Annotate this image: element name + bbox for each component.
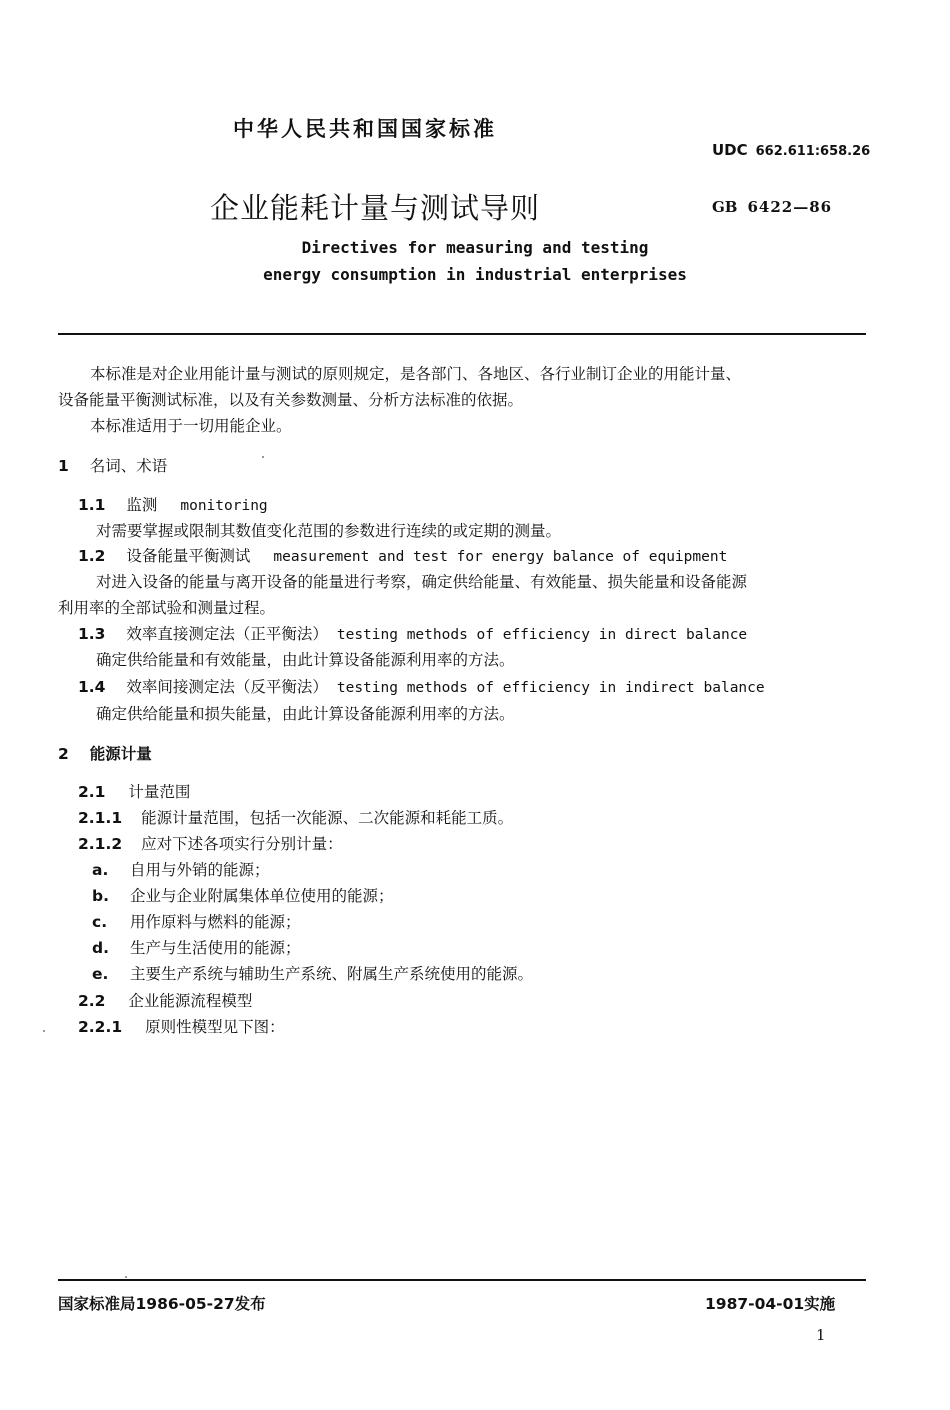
term-1-4 xyxy=(78,675,765,697)
udc-label: UDC xyxy=(712,141,748,159)
list-item-b xyxy=(92,884,394,906)
list-item-c xyxy=(92,910,301,932)
term-1-1-number: 1.1 xyxy=(78,496,106,514)
document-title-cn: 企业能耗计量与测试导则 xyxy=(210,191,541,225)
term-1-2-definition-line2: 利用率的全部试验和测量过程。 xyxy=(58,599,276,617)
term-1-3 xyxy=(78,622,747,644)
section-2-heading xyxy=(58,742,152,764)
term-1-4-en: testing methods of efficiency in indirect balance xyxy=(336,680,765,696)
intro-line-2: 设备能量平衡测试标准，以及有关参数测量、分析方法标准的依据。 xyxy=(58,391,524,409)
list-item-a-label: a. xyxy=(92,861,109,879)
gb-label: GB xyxy=(712,198,738,216)
section-2-number: 2 xyxy=(58,745,69,763)
list-item-e xyxy=(92,962,533,984)
effective-date: 1987-04-01实施 xyxy=(705,1295,836,1313)
term-1-1 xyxy=(78,493,268,515)
term-1-2 xyxy=(78,544,727,566)
document-title-en-line1: Directives for measuring and testing xyxy=(301,238,649,257)
list-item-e-label: e. xyxy=(92,965,109,983)
section-2-title: 能源计量 xyxy=(89,745,152,763)
intro-line-3: 本标准适用于一切用能企业。 xyxy=(90,417,292,435)
list-item-a xyxy=(92,858,270,880)
scan-speck xyxy=(43,1030,45,1032)
clause-2-2-text: 企业能源流程模型 xyxy=(128,992,253,1010)
scan-speck xyxy=(262,456,264,458)
clause-2-1-2 xyxy=(78,832,343,854)
gb-code xyxy=(712,198,832,216)
clause-2-2-1-number: 2.2.1 xyxy=(78,1018,123,1036)
term-1-2-number: 1.2 xyxy=(78,547,106,565)
clause-2-2-number: 2.2 xyxy=(78,992,106,1010)
term-1-1-definition: 对需要掌握或限制其数值变化范围的参数进行连续的或定期的测量。 xyxy=(96,522,562,540)
list-item-d xyxy=(92,936,301,958)
footer-divider xyxy=(58,1279,866,1281)
clause-2-2-1 xyxy=(78,1015,285,1037)
section-1-heading xyxy=(58,454,167,476)
gb-number: 6422—86 xyxy=(747,198,833,216)
list-item-d-label: d. xyxy=(92,939,109,957)
page-number: 1 xyxy=(816,1326,826,1344)
term-1-2-cn: 设备能量平衡测试 xyxy=(126,547,251,565)
term-1-4-definition: 确定供给能量和损失能量，由此计算设备能源利用率的方法。 xyxy=(96,705,515,723)
national-standard-heading: 中华人民共和国国家标准 xyxy=(233,117,497,141)
clause-2-1-1-text: 能源计量范围，包括一次能源、二次能源和耗能工质。 xyxy=(141,809,514,827)
term-1-3-cn: 效率直接测定法（正平衡法） xyxy=(126,625,328,643)
list-item-c-text: 用作原料与燃料的能源； xyxy=(130,913,301,931)
list-item-a-text: 自用与外销的能源； xyxy=(130,861,270,879)
clause-2-1 xyxy=(78,780,190,802)
document-title-en-line2: energy consumption in industrial enterprises xyxy=(263,265,687,284)
clause-2-1-number: 2.1 xyxy=(78,783,106,801)
term-1-4-cn: 效率间接测定法（反平衡法） xyxy=(126,678,328,696)
list-item-b-label: b. xyxy=(92,887,109,905)
clause-2-1-2-text: 应对下述各项实行分别计量： xyxy=(141,835,343,853)
term-1-1-en: monitoring xyxy=(180,498,268,514)
clause-2-2 xyxy=(78,989,252,1011)
scan-speck xyxy=(125,1276,127,1278)
term-1-3-number: 1.3 xyxy=(78,625,106,643)
header-divider xyxy=(58,333,866,335)
clause-2-1-text: 计量范围 xyxy=(128,783,191,801)
list-item-e-text: 主要生产系统与辅助生产系统、附属生产系统使用的能源。 xyxy=(130,965,534,983)
clause-2-1-2-number: 2.1.2 xyxy=(78,835,123,853)
intro-line-1: 本标准是对企业用能计量与测试的原则规定，是各部门、各地区、各行业制订企业的用能计量、 xyxy=(90,365,742,383)
term-1-3-definition: 确定供给能量和有效能量，由此计算设备能源利用率的方法。 xyxy=(96,651,515,669)
term-1-2-definition-line1: 对进入设备的能量与离开设备的能量进行考察，确定供给能量、有效能量、损失能量和设备能源 xyxy=(96,573,748,591)
list-item-d-text: 生产与生活使用的能源； xyxy=(130,939,301,957)
udc-number: 662.611:658.26 xyxy=(755,144,871,159)
clause-2-1-1-number: 2.1.1 xyxy=(78,809,123,827)
clause-2-2-1-text: 原则性模型见下图： xyxy=(145,1018,285,1036)
list-item-c-label: c. xyxy=(92,913,108,931)
term-1-1-cn: 监测 xyxy=(126,496,158,514)
list-item-b-text: 企业与企业附属集体单位使用的能源； xyxy=(130,887,394,905)
clause-2-1-1 xyxy=(78,806,513,828)
issue-date: 国家标准局1986-05-27发布 xyxy=(58,1295,266,1313)
udc-code xyxy=(712,141,870,159)
term-1-2-en: measurement and test for energy balance of equipment xyxy=(273,549,728,565)
term-1-3-en: testing methods of efficiency in direct balance xyxy=(336,627,748,643)
section-1-title: 名词、术语 xyxy=(89,457,168,475)
term-1-4-number: 1.4 xyxy=(78,678,106,696)
section-1-number: 1 xyxy=(58,457,69,475)
